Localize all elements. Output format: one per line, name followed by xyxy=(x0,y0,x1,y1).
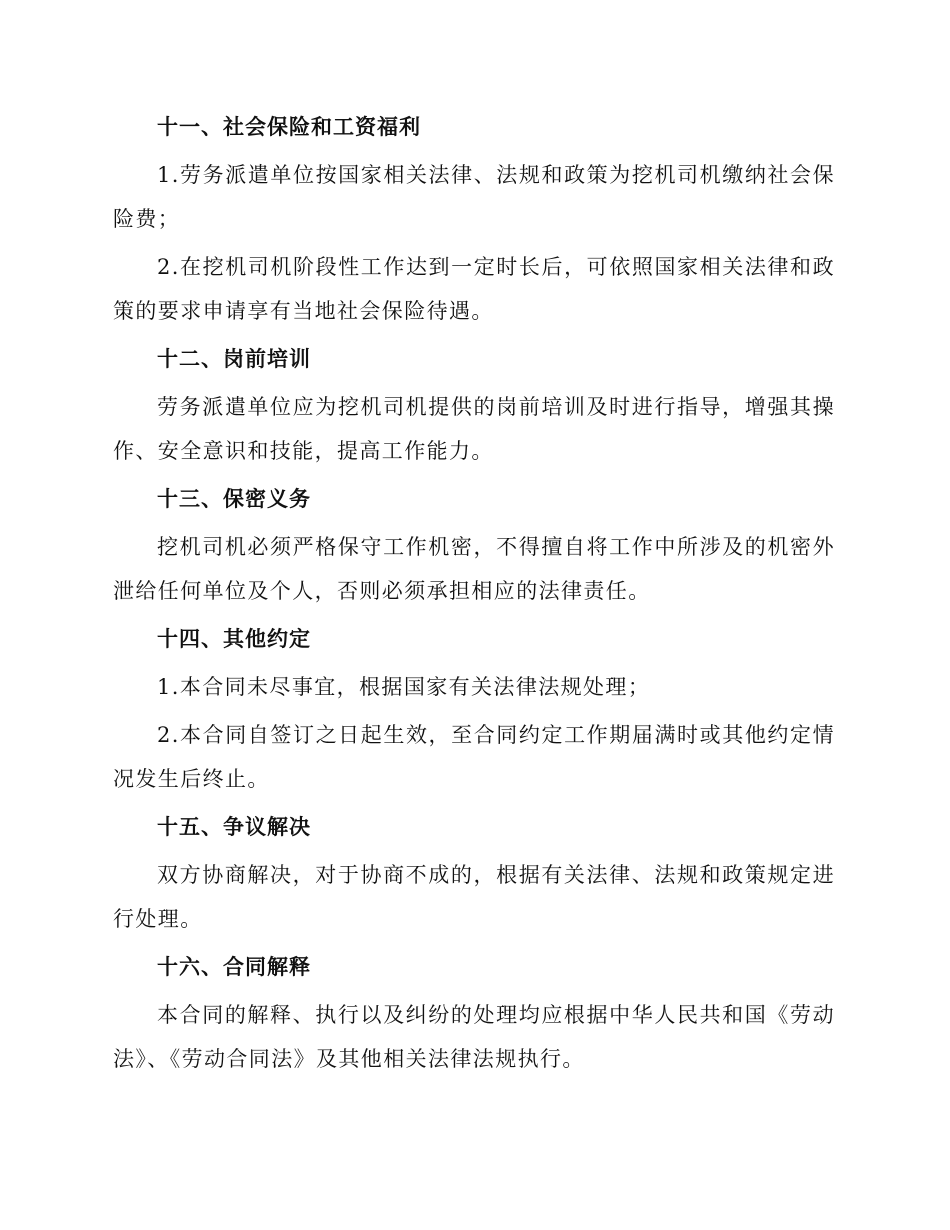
paragraph: 挖机司机必须严格保守工作机密，不得擅自将工作中所涉及的机密外泄给任何单位及个人，否则必须承担相应的法律责任。 xyxy=(113,535,835,603)
paragraph: 双方协商解决，对于协商不成的，根据有关法律、法规和政策规定进行处理。 xyxy=(113,863,835,931)
section-other-agreements xyxy=(113,617,835,801)
section-contract-interpretation xyxy=(113,945,835,1081)
paragraph: 2.本合同自签订之日起生效，至合同约定工作期届满时或其他约定情况发生后终止。 xyxy=(113,723,835,791)
section-heading: 十六、合同解释 xyxy=(157,955,311,979)
section-heading: 十一、社会保险和工资福利 xyxy=(157,115,421,139)
document-body xyxy=(113,105,835,1085)
section-heading: 十三、保密义务 xyxy=(157,487,311,511)
paragraph: 本合同的解释、执行以及纠纷的处理均应根据中华人民共和国《劳动法》、《劳动合同法》及其他相关法律法规执行。 xyxy=(113,1003,835,1071)
paragraph: 2.在挖机司机阶段性工作达到一定时长后，可依照国家相关法律和政策的要求申请享有当地社会保险待遇。 xyxy=(113,255,835,323)
paragraph: 劳务派遣单位应为挖机司机提供的岗前培训及时进行指导，增强其操作、安全意识和技能，提高工作能力。 xyxy=(113,395,835,463)
paragraph: 1.本合同未尽事宜，根据国家有关法律法规处理； xyxy=(157,675,651,699)
section-heading: 十二、岗前培训 xyxy=(157,347,311,371)
section-heading: 十五、争议解决 xyxy=(157,815,311,839)
section-heading: 十四、其他约定 xyxy=(157,627,311,651)
section-social-insurance xyxy=(113,105,835,333)
section-pre-job-training xyxy=(113,337,835,473)
section-confidentiality xyxy=(113,477,835,613)
section-dispute-resolution xyxy=(113,805,835,941)
paragraph: 1.劳务派遣单位按国家相关法律、法规和政策为挖机司机缴纳社会保险费； xyxy=(113,163,835,231)
